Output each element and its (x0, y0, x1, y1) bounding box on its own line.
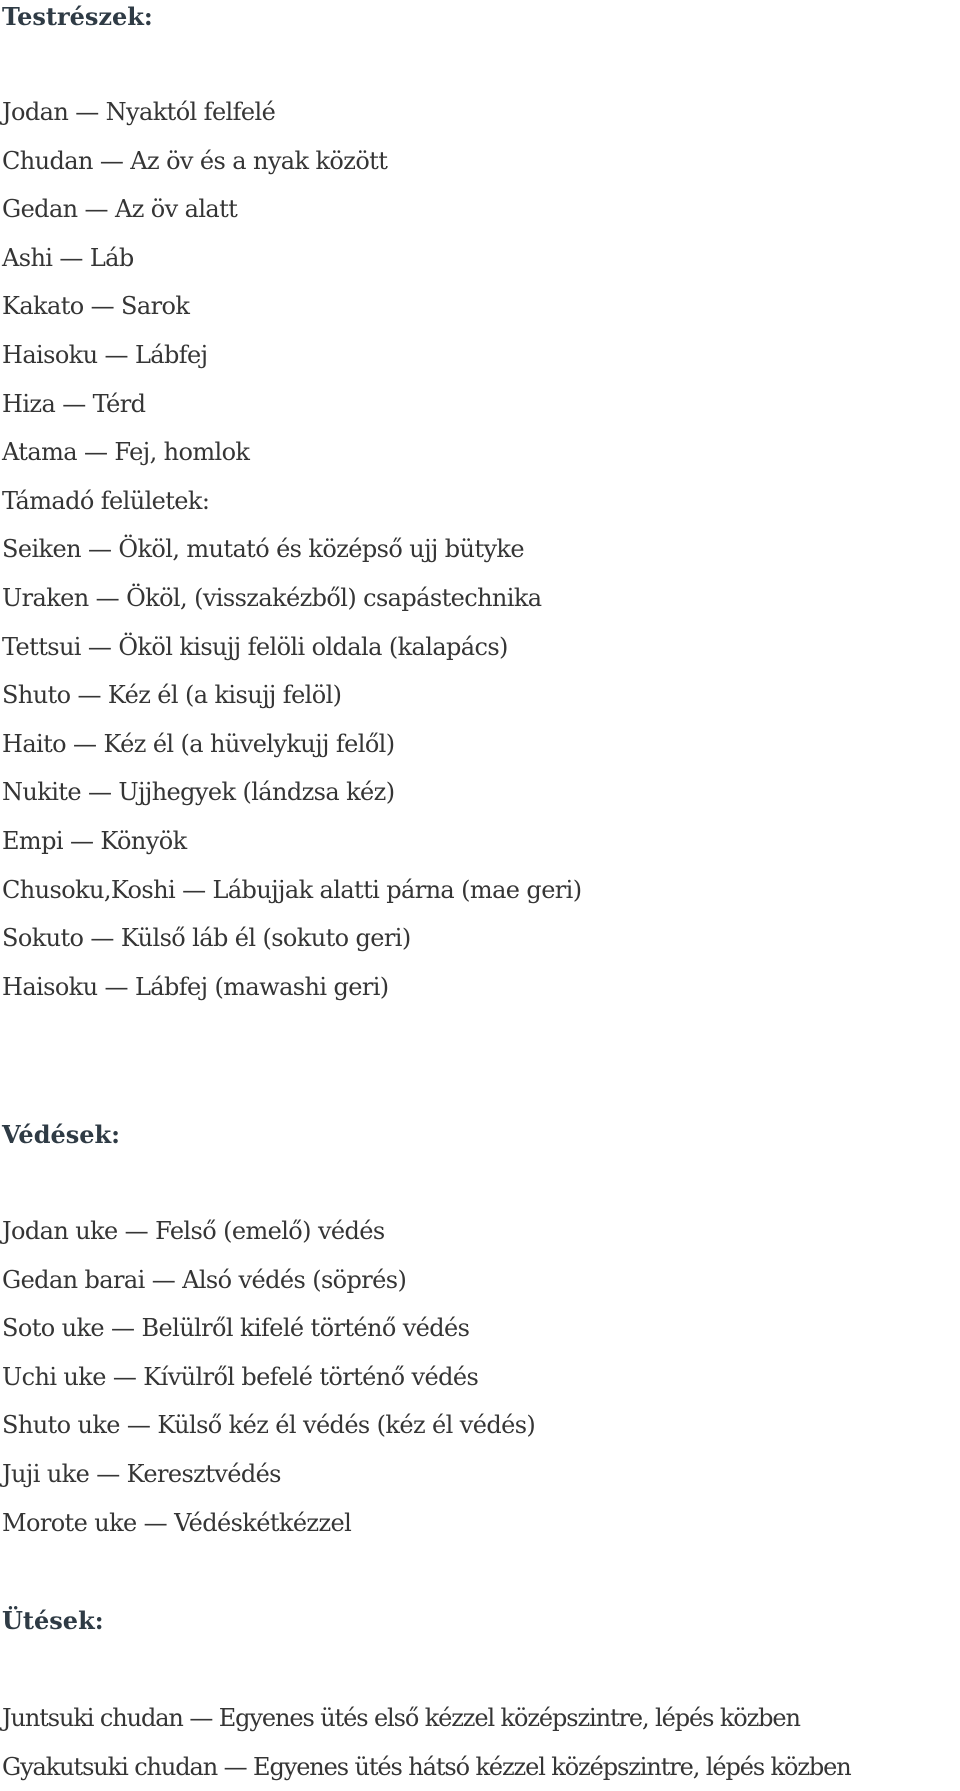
list-item: Chudan — Az öv és a nyak között (2, 146, 388, 175)
list-item: Gyakutsuki chudan — Egyenes ütés hátsó kézzel középszintre, lépés közben (2, 1752, 851, 1781)
list-item: Uraken — Ököl, (visszakézből) csapástechnika (2, 583, 542, 612)
list-item: Morote uke — Védéskétkézzel (2, 1508, 352, 1537)
list-item: Tettsui — Ököl kisujj felöli oldala (kalapács) (2, 632, 508, 661)
section-heading-utesek: Ütések: (2, 1606, 104, 1635)
list-item: Nukite — Ujjhegyek (lándzsa kéz) (2, 778, 395, 807)
list-item: Kakato — Sarok (2, 292, 190, 321)
list-item: Shuto uke — Külső kéz él védés (kéz él védés) (2, 1411, 536, 1440)
list-item: Juntsuki chudan — Egyenes ütés első kézzel középszintre, lépés közben (2, 1704, 800, 1732)
list-item: Empi — Könyök (2, 826, 187, 855)
list-testreszek (2, 88, 582, 1011)
list-item: Támadó felületek: (2, 486, 210, 515)
list-item: Haisoku — Lábfej (mawashi geri) (2, 972, 389, 1001)
list-item: Seiken — Ököl, mutató és középső ujj bütyke (2, 535, 524, 564)
section-heading-vedesek: Védések: (2, 1120, 121, 1149)
list-item: Atama — Fej, homlok (2, 438, 250, 467)
list-item: Chusoku,Koshi — Lábujjak alatti párna (mae geri) (2, 875, 582, 904)
list-item: Soto uke — Belülről kifelé történő védés (2, 1314, 470, 1343)
list-item: Sokuto — Külső láb él (sokuto geri) (2, 924, 411, 953)
list-item: Hiza — Térd (2, 389, 146, 418)
list-item: Gedan barai — Alsó védés (söprés) (2, 1265, 407, 1294)
section-heading-testreszek: Testrészek: (2, 2, 153, 31)
list-item: Uchi uke — Kívülről befelé történő védés (2, 1362, 479, 1391)
list-item: Haisoku — Lábfej (2, 340, 208, 369)
list-item: Gedan — Az öv alatt (2, 195, 238, 224)
list-vedesek (2, 1207, 535, 1547)
list-item: Jodan uke — Felső (emelő) védés (2, 1217, 385, 1245)
list-item: Juji uke — Keresztvédés (2, 1459, 281, 1488)
list-item: Ashi — Láb (2, 243, 134, 272)
list-item: Haito — Kéz él (a hüvelykujj felől) (2, 729, 395, 758)
list-utesek (2, 1694, 851, 1791)
list-item: Shuto — Kéz él (a kisujj felöl) (2, 681, 342, 710)
list-item: Jodan — Nyaktól felfelé (2, 98, 276, 126)
